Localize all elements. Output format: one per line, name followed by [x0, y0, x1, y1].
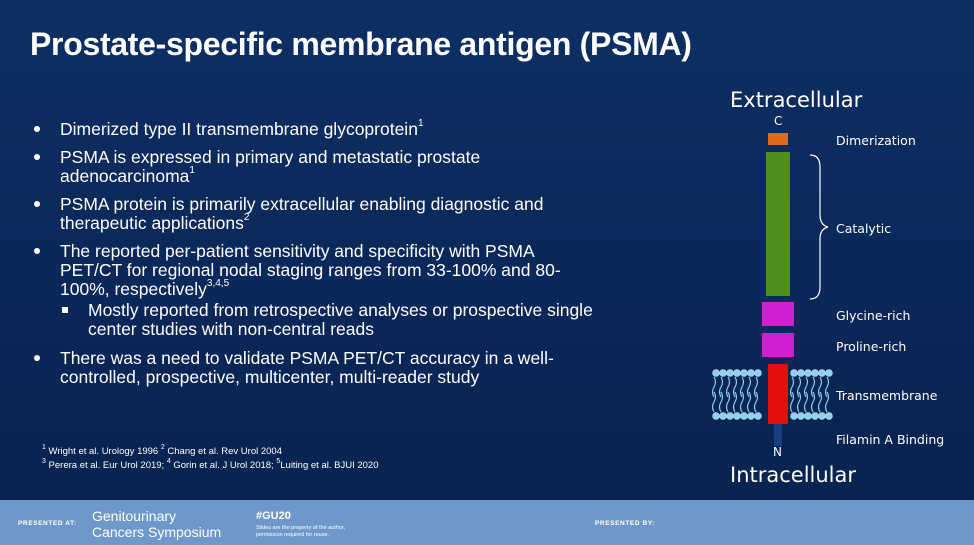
copyright-note: Slides are the property of the author,	[256, 525, 345, 531]
symposium-name-line1: Genitourinary	[92, 508, 177, 524]
filamin-binding-domain	[774, 424, 782, 446]
extracellular-label: Extracellular	[730, 88, 863, 112]
catalytic-label: Catalytic	[836, 221, 892, 236]
dimerization-label: Dimerization	[836, 133, 916, 148]
catalytic-brace	[810, 155, 828, 299]
glycine-rich-domain	[762, 302, 794, 326]
bullet-item: Dimerized type II transmembrane glycoprotein$^1$	[34, 120, 674, 139]
bullet-item: There was a need to validate PSMA PET/CT accuracy in a well- controlled, prospective, multicenter, multi-reader study	[34, 349, 674, 387]
bullet-item: PSMA protein is primarily extracellular enabling diagnostic and therapeutic applications$^2$	[34, 195, 674, 233]
glycine-rich-label: Glycine-rich	[836, 308, 911, 323]
slide-title: Prostate-specific membrane antigen (PSMA)	[30, 26, 692, 62]
n-terminal-label: N	[773, 445, 782, 459]
proline-rich-domain	[762, 333, 794, 357]
symposium-name-line2: Cancers Symposium	[92, 524, 222, 540]
bullet-item: PSMA is expressed in primary and metastatic prostate adenocarcinoma$^1$	[34, 148, 674, 186]
hashtag: #GU20	[256, 510, 291, 522]
catalytic-domain	[766, 152, 790, 296]
copyright-note: permission required for reuse.	[256, 532, 330, 538]
bullet-item: The reported per-patient sensitivity and specificity with PSMA PET/CT for regional nodal staging ranges from 33-100% and 80- 100%, respectively$^{3,4,5}$	[34, 242, 674, 299]
c-terminal-label: C	[774, 114, 783, 128]
reference-line: $^1$ Wright et al. Urology 1996 $^2$ Chang et al. Rev Urol 2004	[42, 443, 282, 457]
transmembrane-domain	[768, 364, 788, 424]
sub-bullet-item: Mostly reported from retrospective analyses or prospective single center studies with non-central reads	[34, 301, 674, 339]
reference-line: $^3$ Perera et al. Eur Urol 2019; $^4$ Gorin et al. J Urol 2018; $^5$Luiting et al. BJUI 2020	[42, 457, 379, 471]
filamin-binding-label: Filamin A Binding	[836, 432, 945, 447]
presented-at-label: PRESENTED AT:	[18, 520, 77, 527]
transmembrane-label: Transmembrane	[836, 388, 938, 403]
dimerization-domain	[768, 133, 788, 145]
footer-bar	[0, 500, 974, 545]
intracellular-label: Intracellular	[730, 463, 857, 487]
presented-by-label: PRESENTED BY:	[595, 520, 656, 527]
proline-rich-label: Proline-rich	[836, 339, 907, 354]
